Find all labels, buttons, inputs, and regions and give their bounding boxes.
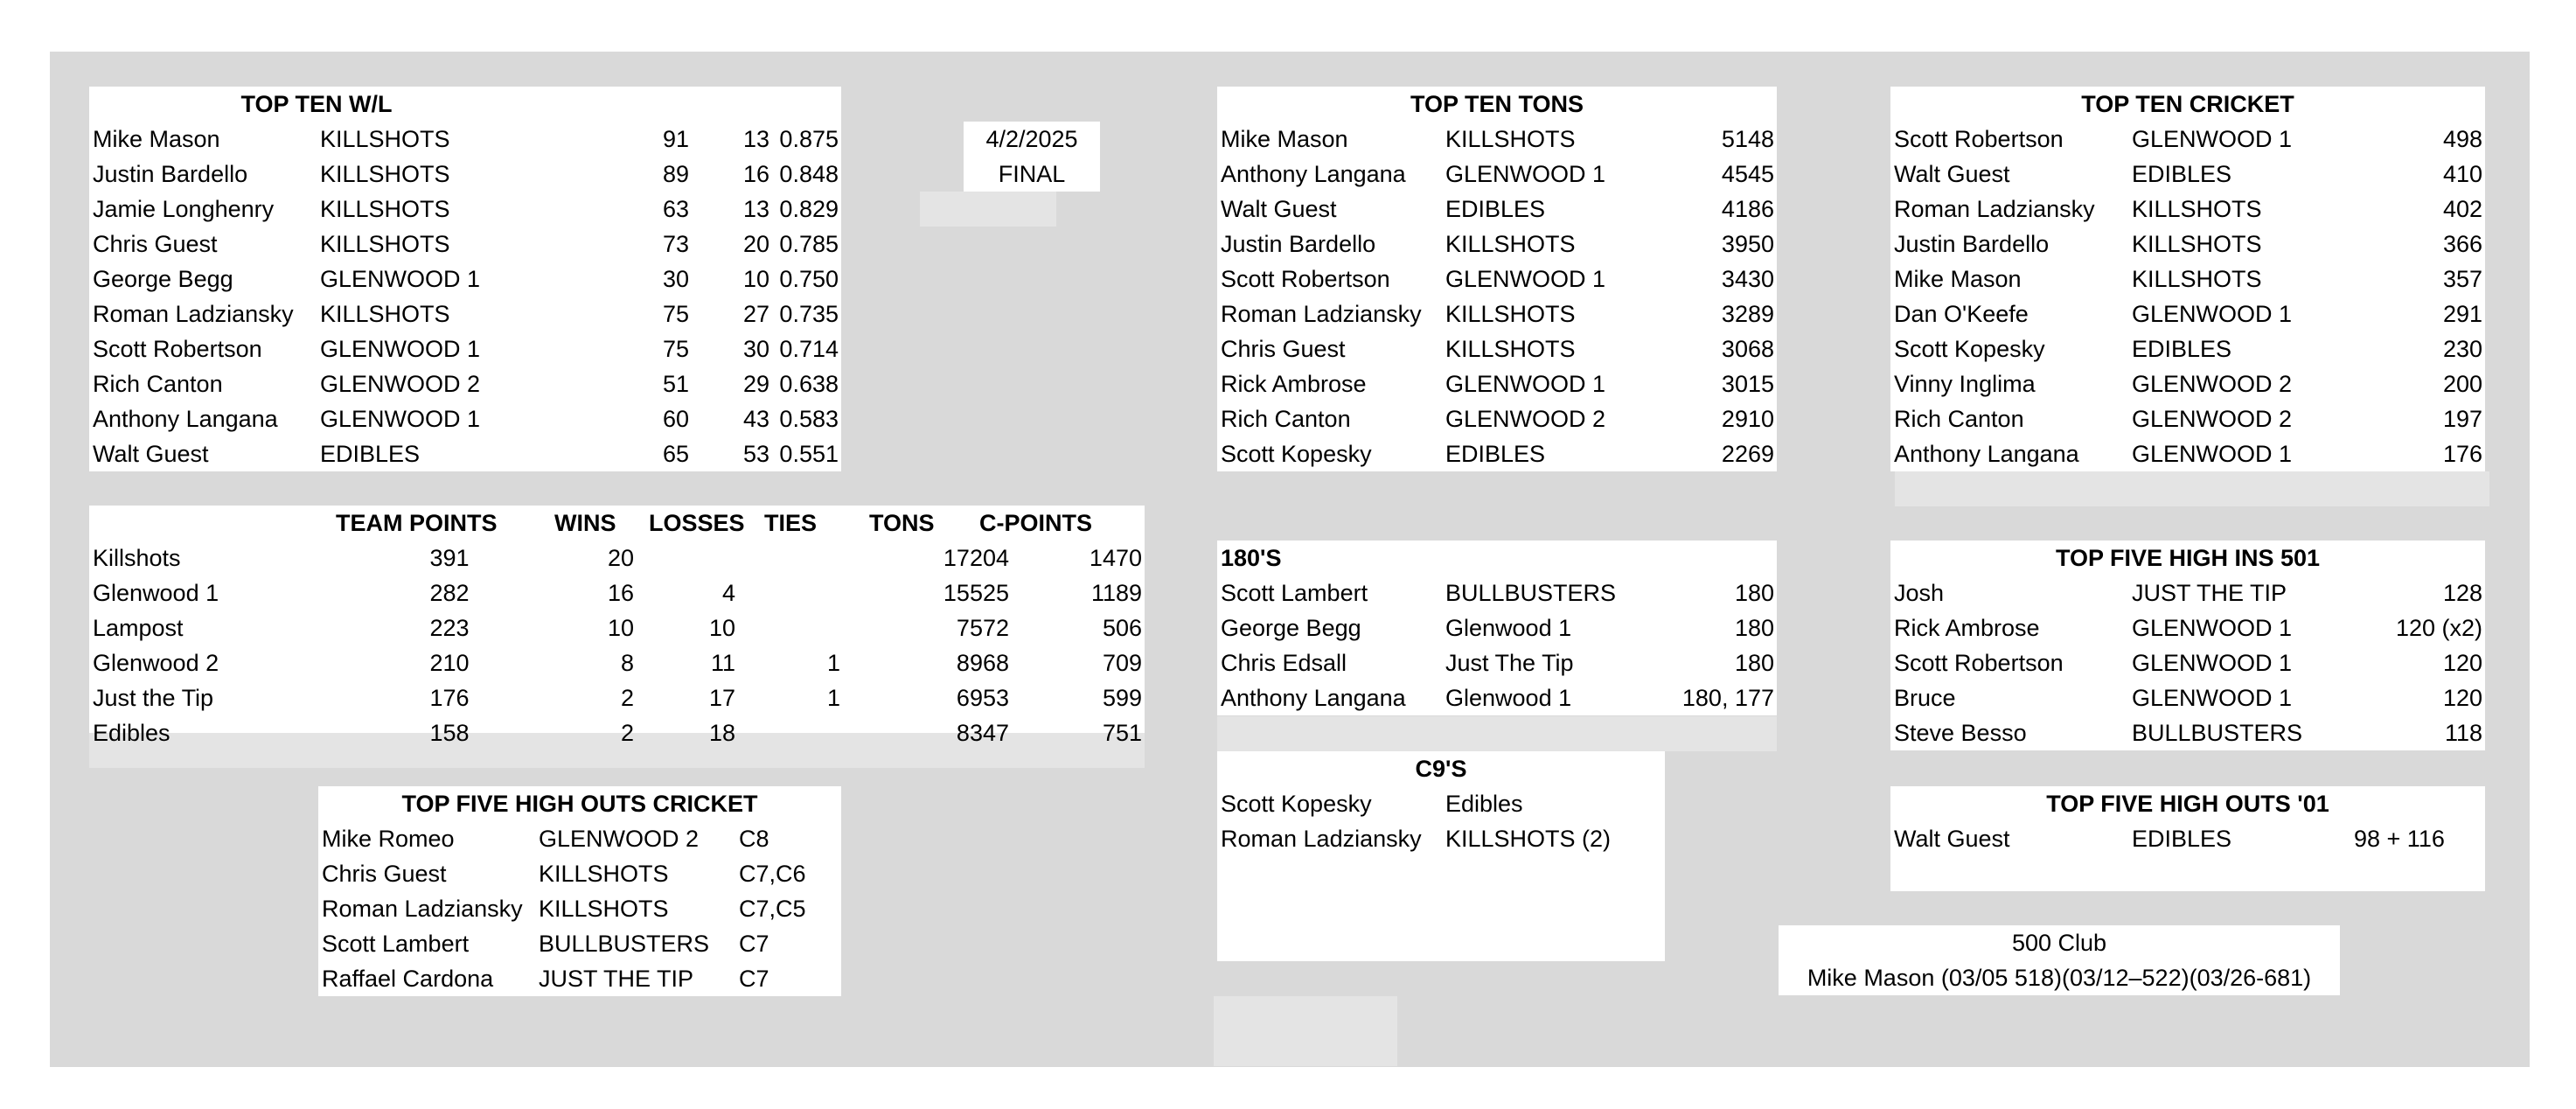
table-row — [1890, 366, 2485, 401]
table-row — [1890, 262, 2485, 296]
player-name: Scott Kopesky — [1894, 336, 2045, 362]
table-row — [1890, 296, 2485, 331]
table-row — [89, 192, 841, 227]
wins-value: 10 — [607, 615, 634, 641]
player-name: Scott Kopesky — [1221, 441, 1372, 467]
team-name: GLENWOOD 1 — [2132, 126, 2293, 152]
cricket-value: 366 — [2442, 231, 2482, 257]
win-pct-value: 0.875 — [779, 126, 839, 152]
high-in-value: 118 — [2444, 720, 2482, 746]
wins-value: 89 — [662, 161, 689, 187]
table-row — [1217, 122, 1777, 157]
team-name: KILLSHOTS — [1445, 231, 1576, 257]
ties-value — [753, 610, 840, 645]
cricket-value: 230 — [2442, 336, 2482, 362]
high-ins-title: TOP FIVE HIGH INS 501 — [2055, 545, 2321, 571]
high-out-value: C7 — [739, 931, 769, 957]
table-row — [1890, 122, 2485, 157]
tons-value: 17204 — [943, 545, 1009, 571]
team-name: GLENWOOD 2 — [320, 371, 481, 397]
c-points-value: 1470 — [1089, 545, 1142, 571]
team-name: GLENWOOD 1 — [320, 336, 481, 362]
tons-value: 3950 — [1721, 231, 1774, 257]
header-team-points: TEAM POINTS — [336, 510, 498, 536]
c-points-value: 751 — [1102, 720, 1142, 746]
tons-value: 4545 — [1721, 161, 1774, 187]
report-status: FINAL — [998, 161, 1066, 187]
player-name: Raffael Cardona — [322, 966, 494, 992]
team-name: KILLSHOTS — [2132, 231, 2262, 257]
player-name: Roman Ladziansky — [1221, 301, 1422, 327]
tons-value: 8968 — [956, 650, 1009, 676]
team-name: Glenwood 2 — [93, 650, 219, 676]
table-row — [1217, 262, 1777, 296]
player-name: Anthony Langana — [93, 406, 278, 432]
top-ten-cricket-panel — [1890, 87, 2485, 471]
table-row — [1217, 821, 1665, 856]
win-pct-value: 0.735 — [779, 301, 839, 327]
c9s-panel — [1217, 751, 1665, 961]
one-eighties-title: 180'S — [1221, 545, 1282, 571]
player-name: Scott Kopesky — [1221, 791, 1372, 817]
team-name: BULLBUSTERS — [2132, 720, 2303, 746]
team-name: GLENWOOD 1 — [320, 406, 481, 432]
table-row — [318, 821, 841, 856]
team-name: EDIBLES — [320, 441, 421, 467]
table-row — [1217, 786, 1665, 821]
player-name: Scott Robertson — [93, 336, 262, 362]
cricket-value: 291 — [2442, 301, 2482, 327]
table-row — [1890, 401, 2485, 436]
table-row — [1217, 157, 1777, 192]
team-name: KILLSHOTS — [320, 196, 450, 222]
cricket-value: 197 — [2442, 406, 2482, 432]
player-name: Scott Robertson — [1221, 266, 1390, 292]
losses-value: 4 — [721, 580, 735, 606]
cricket-value: 200 — [2442, 371, 2482, 397]
player-name: Walt Guest — [93, 441, 209, 467]
table-row — [1217, 436, 1777, 471]
team-name: KILLSHOTS — [539, 861, 669, 887]
table-row — [318, 891, 841, 926]
table-row — [89, 575, 1145, 610]
team-name: GLENWOOD 1 — [2132, 441, 2293, 467]
losses-value: 16 — [742, 161, 769, 187]
team-name: Lampost — [93, 615, 184, 641]
table-row — [1217, 610, 1777, 645]
cricket-value: 498 — [2442, 126, 2482, 152]
player-name: Rich Canton — [1894, 406, 2024, 432]
team-name: Glenwood 1 — [93, 580, 219, 606]
ties-value — [753, 715, 840, 750]
team-name: GLENWOOD 1 — [320, 266, 481, 292]
team-points-value: 210 — [429, 650, 470, 676]
player-name: Anthony Langana — [1221, 161, 1406, 187]
cricket-value: 402 — [2442, 196, 2482, 222]
losses-value: 43 — [742, 406, 769, 432]
high-in-value: 120 — [2442, 650, 2482, 676]
wins-value: 30 — [662, 266, 689, 292]
player-name: Steve Besso — [1894, 720, 2027, 746]
tons-value: 7572 — [956, 615, 1009, 641]
team-name: BULLBUSTERS — [1445, 580, 1617, 606]
losses-value: 30 — [742, 336, 769, 362]
player-name: Anthony Langana — [1221, 685, 1406, 711]
top-ten-wl-title: TOP TEN W/L — [240, 91, 393, 117]
player-name: Rich Canton — [1221, 406, 1351, 432]
c-points-value: 599 — [1102, 685, 1142, 711]
standings-header — [89, 506, 1145, 541]
win-pct-value: 0.638 — [779, 371, 839, 397]
player-name: Josh — [1894, 580, 1945, 606]
team-name: KILLSHOTS — [1445, 336, 1576, 362]
table-row — [1890, 680, 2485, 715]
team-name: Edibles — [1445, 791, 1523, 817]
losses-value: 27 — [742, 301, 769, 327]
one-eighty-value: 180, 177 — [1681, 685, 1774, 711]
team-name: GLENWOOD 2 — [2132, 406, 2293, 432]
team-name: Just The Tip — [1445, 650, 1574, 676]
player-name: Mike Mason — [93, 126, 220, 152]
losses-value: 17 — [708, 685, 735, 711]
team-name: KILLSHOTS — [1445, 301, 1576, 327]
team-name: EDIBLES — [2132, 826, 2232, 852]
player-name: Walt Guest — [1894, 161, 2010, 187]
team-name: KILLSHOTS — [320, 126, 450, 152]
player-name: Scott Robertson — [1894, 126, 2064, 152]
c-points-value: 1189 — [1090, 580, 1142, 606]
table-row — [89, 122, 841, 157]
player-name: Chris Guest — [93, 231, 218, 257]
wins-value: 73 — [662, 231, 689, 257]
wins-value: 20 — [607, 545, 634, 571]
wins-value: 75 — [662, 301, 689, 327]
tons-value: 6953 — [956, 685, 1009, 711]
table-row — [1890, 192, 2485, 227]
player-name: Chris Edsall — [1221, 650, 1347, 676]
team-name: KILLSHOTS — [320, 161, 450, 187]
losses-value: 10 — [708, 615, 735, 641]
high-out-value: 98 + 116 — [2354, 826, 2445, 852]
losses-value: 11 — [710, 650, 735, 676]
wins-value: 2 — [620, 685, 634, 711]
tons-value: 8347 — [956, 720, 1009, 746]
player-name: Bruce — [1894, 685, 1956, 711]
win-pct-value: 0.848 — [779, 161, 839, 187]
header-losses: LOSSES — [649, 510, 745, 536]
table-row — [1217, 680, 1777, 715]
high-out-value: C7,C6 — [739, 861, 806, 887]
wins-value: 2 — [620, 720, 634, 746]
table-row — [1890, 821, 2485, 856]
win-pct-value: 0.551 — [779, 441, 839, 467]
ties-value — [753, 541, 840, 575]
player-name: Walt Guest — [1221, 196, 1337, 222]
player-name: Scott Lambert — [322, 931, 470, 957]
table-row — [1217, 296, 1777, 331]
table-row — [89, 157, 841, 192]
header-ties: TIES — [764, 510, 818, 536]
one-eighties-panel — [1217, 541, 1777, 715]
table-row — [89, 262, 841, 296]
high-in-value: 120 (x2) — [2395, 615, 2482, 641]
team-name: Killshots — [93, 545, 181, 571]
wins-value: 91 — [662, 126, 689, 152]
player-name: Rick Ambrose — [1221, 371, 1367, 397]
table-row — [1217, 401, 1777, 436]
c-points-value: 709 — [1102, 650, 1142, 676]
team-points-value: 391 — [429, 545, 470, 571]
team-name: KILLSHOTS — [2132, 266, 2262, 292]
losses-value: 53 — [742, 441, 769, 467]
c9s-title: C9'S — [1415, 756, 1467, 782]
table-row — [89, 296, 841, 331]
top-ten-tons-panel — [1217, 87, 1777, 471]
wins-value: 63 — [662, 196, 689, 222]
table-row — [1217, 227, 1777, 262]
player-name: Justin Bardello — [1221, 231, 1376, 257]
player-name: Dan O'Keefe — [1894, 301, 2029, 327]
losses-value: 13 — [742, 126, 769, 152]
team-name: KILLSHOTS — [2132, 196, 2262, 222]
losses-value — [648, 541, 735, 575]
player-name: Roman Ladziansky — [322, 896, 523, 922]
player-name: Anthony Langana — [1894, 441, 2079, 467]
team-name: GLENWOOD 1 — [1445, 371, 1606, 397]
win-pct-value: 0.750 — [779, 266, 839, 292]
player-name: Scott Lambert — [1221, 580, 1368, 606]
team-name: GLENWOOD 1 — [1445, 266, 1606, 292]
player-name: Mike Mason — [1221, 126, 1348, 152]
tons-value: 3068 — [1721, 336, 1774, 362]
wins-value: 51 — [662, 371, 689, 397]
high-in-value: 128 — [2442, 580, 2482, 606]
high-in-value: 120 — [2442, 685, 2482, 711]
team-name: KILLSHOTS — [539, 896, 669, 922]
team-points-value: 176 — [429, 685, 470, 711]
table-row — [1890, 157, 2485, 192]
table-row — [1890, 645, 2485, 680]
table-row — [89, 610, 1145, 645]
ties-value: 1 — [826, 650, 840, 676]
club-500-title: 500 Club — [2011, 930, 2107, 956]
player-name: Rich Canton — [93, 371, 223, 397]
team-points-value: 223 — [429, 615, 470, 641]
player-name: Roman Ladziansky — [93, 301, 294, 327]
one-eighty-value: 180 — [1734, 580, 1774, 606]
player-name: Mike Romeo — [322, 826, 455, 852]
losses-value: 10 — [742, 266, 769, 292]
team-name: KILLSHOTS — [1445, 126, 1576, 152]
team-name: JUST THE TIP — [2132, 580, 2287, 606]
table-row — [1890, 331, 2485, 366]
table-row — [89, 331, 841, 366]
report-date: 4/2/2025 — [985, 126, 1078, 152]
team-name: GLENWOOD 1 — [2132, 650, 2293, 676]
team-name: GLENWOOD 1 — [1445, 161, 1606, 187]
club-500-entry: Mike Mason (03/05 518)(03/12–522)(03/26-681) — [1807, 965, 2312, 991]
high-out-value: C7,C5 — [739, 896, 806, 922]
losses-value: 13 — [742, 196, 769, 222]
wins-value: 8 — [620, 650, 634, 676]
high-out-value: C8 — [739, 826, 769, 852]
team-points-value: 282 — [429, 580, 470, 606]
table-row — [89, 436, 841, 471]
table-row — [1217, 366, 1777, 401]
c-points-value: 506 — [1102, 615, 1142, 641]
table-row — [89, 680, 1145, 715]
top-ten-cricket-title: TOP TEN CRICKET — [2081, 91, 2294, 117]
date-box — [964, 122, 1100, 192]
tons-value: 3430 — [1721, 266, 1774, 292]
cricket-value: 357 — [2442, 266, 2482, 292]
player-name: Justin Bardello — [93, 161, 248, 187]
player-name: George Begg — [1221, 615, 1361, 641]
losses-value: 20 — [742, 231, 769, 257]
spreadsheet-area — [50, 52, 2530, 1067]
player-name: Vinny Inglima — [1894, 371, 2036, 397]
team-points-value: 158 — [429, 720, 470, 746]
table-row — [1890, 575, 2485, 610]
team-name: EDIBLES — [1445, 441, 1546, 467]
high-outs-01-panel — [1890, 786, 2485, 891]
table-row — [1890, 227, 2485, 262]
win-pct-value: 0.829 — [779, 196, 839, 222]
tons-value: 15525 — [943, 580, 1009, 606]
wins-value: 16 — [607, 580, 634, 606]
losses-value: 18 — [708, 720, 735, 746]
one-eighty-value: 180 — [1734, 615, 1774, 641]
top-ten-wl-panel — [89, 87, 841, 471]
team-name: EDIBLES — [2132, 336, 2232, 362]
table-row — [89, 366, 841, 401]
losses-value: 29 — [742, 371, 769, 397]
table-row — [1890, 715, 2485, 750]
team-name: KILLSHOTS — [320, 231, 450, 257]
team-name: Just the Tip — [93, 685, 214, 711]
player-name: Walt Guest — [1894, 826, 2010, 852]
ties-value — [753, 575, 840, 610]
table-row — [1217, 645, 1777, 680]
high-outs-cricket-title: TOP FIVE HIGH OUTS CRICKET — [401, 791, 758, 817]
cricket-value: 410 — [2442, 161, 2482, 187]
table-row — [1217, 192, 1777, 227]
team-name: GLENWOOD 1 — [2132, 301, 2293, 327]
wins-value: 60 — [662, 406, 689, 432]
team-name: KILLSHOTS — [320, 301, 450, 327]
tons-value: 5148 — [1721, 126, 1774, 152]
team-name: GLENWOOD 2 — [2132, 371, 2293, 397]
wins-value: 65 — [662, 441, 689, 467]
team-name: BULLBUSTERS — [539, 931, 710, 957]
team-name: GLENWOOD 1 — [2132, 685, 2293, 711]
club-500-panel — [1779, 925, 2340, 995]
high-out-value: C7 — [739, 966, 769, 992]
tons-value: 4186 — [1721, 196, 1774, 222]
team-name: Edibles — [93, 720, 171, 746]
top-ten-tons-title: TOP TEN TONS — [1410, 91, 1584, 117]
team-name: EDIBLES — [2132, 161, 2232, 187]
high-ins-panel — [1890, 541, 2485, 750]
table-row — [1217, 331, 1777, 366]
wins-value: 75 — [662, 336, 689, 362]
team-name: KILLSHOTS (2) — [1445, 826, 1612, 852]
high-outs-01-title: TOP FIVE HIGH OUTS '01 — [2046, 791, 2329, 817]
table-row — [1217, 575, 1777, 610]
table-row — [89, 401, 841, 436]
table-row — [1890, 436, 2485, 471]
player-name: Mike Mason — [1894, 266, 2022, 292]
player-name: Justin Bardello — [1894, 231, 2050, 257]
header-c-points: C-POINTS — [979, 510, 1093, 536]
win-pct-value: 0.785 — [779, 231, 839, 257]
win-pct-value: 0.583 — [779, 406, 839, 432]
high-outs-cricket-panel — [318, 786, 841, 996]
player-name: Roman Ladziansky — [1221, 826, 1422, 852]
team-standings-panel — [89, 506, 1145, 746]
ties-value: 1 — [826, 685, 840, 711]
cricket-value: 176 — [2442, 441, 2482, 467]
player-name: George Begg — [93, 266, 233, 292]
win-pct-value: 0.714 — [779, 336, 839, 362]
table-row — [318, 961, 841, 996]
one-eighty-value: 180 — [1734, 650, 1774, 676]
player-name: Rick Ambrose — [1894, 615, 2040, 641]
table-row — [1890, 610, 2485, 645]
team-name: GLENWOOD 2 — [539, 826, 700, 852]
table-row — [89, 541, 1145, 575]
header-wins: WINS — [554, 510, 616, 536]
table-row — [318, 926, 841, 961]
table-row — [89, 227, 841, 262]
table-row — [89, 645, 1145, 680]
team-name: Glenwood 1 — [1445, 685, 1572, 711]
team-name: EDIBLES — [1445, 196, 1546, 222]
player-name: Roman Ladziansky — [1894, 196, 2095, 222]
player-name: Jamie Longhenry — [93, 196, 275, 222]
team-name: GLENWOOD 2 — [1445, 406, 1606, 432]
tons-value: 2910 — [1721, 406, 1774, 432]
table-row — [89, 715, 1145, 750]
header-tons: TONS — [869, 510, 935, 536]
player-name: Scott Robertson — [1894, 650, 2064, 676]
tons-value: 3015 — [1721, 371, 1774, 397]
player-name: Chris Guest — [322, 861, 447, 887]
team-name: Glenwood 1 — [1445, 615, 1572, 641]
team-name: GLENWOOD 1 — [2132, 615, 2293, 641]
player-name: Chris Guest — [1221, 336, 1346, 362]
tons-value: 2269 — [1721, 441, 1774, 467]
tons-value: 3289 — [1721, 301, 1774, 327]
team-name: JUST THE TIP — [539, 966, 694, 992]
table-row — [318, 856, 841, 891]
